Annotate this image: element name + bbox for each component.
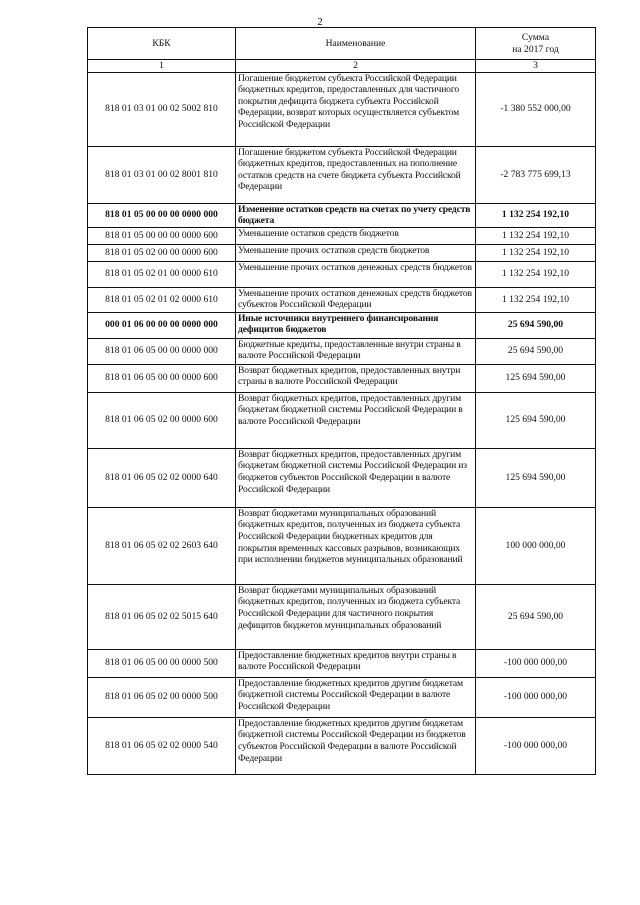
kbk-cell: 818 01 03 01 00 02 8001 810 bbox=[88, 146, 236, 203]
kbk-cell: 818 01 05 02 00 00 0000 600 bbox=[88, 244, 236, 261]
table-row bbox=[88, 649, 596, 677]
kbk-cell: 818 01 05 00 00 00 0000 600 bbox=[88, 227, 236, 244]
table-row bbox=[88, 584, 596, 649]
kbk-cell: 818 01 06 05 00 00 0000 500 bbox=[88, 649, 236, 677]
table-row bbox=[88, 448, 596, 507]
kbk-cell: 818 01 05 00 00 00 0000 000 bbox=[88, 203, 236, 227]
sum-cell: 100 000 000,00 bbox=[476, 507, 596, 584]
header-sum bbox=[476, 28, 596, 60]
table-row bbox=[88, 244, 596, 261]
sum-cell: 125 694 590,00 bbox=[476, 448, 596, 507]
sum-cell: -2 783 775 699,13 bbox=[476, 146, 596, 203]
kbk-cell: 818 01 06 05 02 02 0000 540 bbox=[88, 717, 236, 774]
sum-cell: -100 000 000,00 bbox=[476, 649, 596, 677]
sum-cell: 125 694 590,00 bbox=[476, 364, 596, 392]
column-index-1: 1 bbox=[88, 60, 236, 73]
name-cell: Погашение бюджетом субъекта Российской Федерации бюджетных кредитов, предоставленных для частичного покрытия дефицита бюджета субъекта Российской Федерации, возврат которых осуществляется субъектом Российской Федерации bbox=[236, 72, 476, 146]
name-cell: Возврат бюджетами муниципальных образований бюджетных кредитов, полученных из бюджета субъекта Российской Федерации для частичного покрытия дефицитов бюджетов муниципальных образований bbox=[236, 584, 476, 649]
kbk-cell: 818 01 06 05 00 00 0000 600 bbox=[88, 364, 236, 392]
table-row bbox=[88, 364, 596, 392]
name-cell: Изменение остатков средств на счетах по учету средств бюджета bbox=[236, 203, 476, 227]
table-row bbox=[88, 507, 596, 584]
table-row bbox=[88, 261, 596, 287]
column-index-2: 2 bbox=[236, 60, 476, 73]
name-cell: Бюджетные кредиты, предоставленные внутри страны в валюте Российской Федерации bbox=[236, 338, 476, 364]
table-row bbox=[88, 338, 596, 364]
table-body bbox=[88, 72, 596, 774]
table-row bbox=[88, 146, 596, 203]
name-cell: Погашение бюджетом субъекта Российской Федерации бюджетных кредитов, предоставленных на пополнение остатков средств на счете бюджета субъекта Российской Федерации bbox=[236, 146, 476, 203]
table-row bbox=[88, 72, 596, 146]
name-cell: Возврат бюджетных кредитов, предоставленных внутри страны в валюте Российской Федерации bbox=[236, 364, 476, 392]
table-header bbox=[88, 28, 596, 73]
column-index-3: 3 bbox=[476, 60, 596, 73]
header-sum-line2: на 2017 год bbox=[512, 43, 559, 55]
name-cell: Возврат бюджетных кредитов, предоставленных другим бюджетам бюджетной системы Российской Федерации из бюджетов субъектов Российской Федерации в валюте Российской Федерации bbox=[236, 448, 476, 507]
sum-cell: 1 132 254 192,10 bbox=[476, 227, 596, 244]
kbk-cell: 818 01 06 05 02 02 2603 640 bbox=[88, 507, 236, 584]
table-row bbox=[88, 392, 596, 448]
kbk-cell: 818 01 03 01 00 02 5002 810 bbox=[88, 72, 236, 146]
sum-cell: 25 694 590,00 bbox=[476, 312, 596, 338]
kbk-cell: 818 01 05 02 01 02 0000 610 bbox=[88, 287, 236, 312]
name-cell: Предоставление бюджетных кредитов другим бюджетам бюджетной системы Российской Федерации в валюте Российской Федерации bbox=[236, 677, 476, 717]
table-row bbox=[88, 203, 596, 227]
name-cell: Уменьшение прочих остатков денежных средств бюджетов субъектов Российской Федерации bbox=[236, 287, 476, 312]
name-cell: Возврат бюджетных кредитов, предоставленных другим бюджетам бюджетной системы Российской Федерации в валюте Российской Федерации bbox=[236, 392, 476, 448]
name-cell: Уменьшение прочих остатков денежных средств бюджетов bbox=[236, 261, 476, 287]
sum-cell: -1 380 552 000,00 bbox=[476, 72, 596, 146]
sum-cell: -100 000 000,00 bbox=[476, 677, 596, 717]
table-row bbox=[88, 287, 596, 312]
sum-cell: 125 694 590,00 bbox=[476, 392, 596, 448]
kbk-cell: 818 01 06 05 02 00 0000 500 bbox=[88, 677, 236, 717]
sum-cell: -100 000 000,00 bbox=[476, 717, 596, 774]
header-row bbox=[88, 28, 596, 60]
name-cell: Предоставление бюджетных кредитов другим бюджетам бюджетной системы Российской Федерации из бюджетов субъектов Российской Федерации в валюте Российской Федерации bbox=[236, 717, 476, 774]
sum-cell: 1 132 254 192,10 bbox=[476, 287, 596, 312]
sum-cell: 25 694 590,00 bbox=[476, 584, 596, 649]
header-name: Наименование bbox=[236, 28, 476, 60]
sum-cell: 1 132 254 192,10 bbox=[476, 261, 596, 287]
table-row bbox=[88, 717, 596, 774]
name-cell: Предоставление бюджетных кредитов внутри страны в валюте Российской Федерации bbox=[236, 649, 476, 677]
table-row bbox=[88, 227, 596, 244]
sum-cell: 25 694 590,00 bbox=[476, 338, 596, 364]
name-cell: Возврат бюджетами муниципальных образований бюджетных кредитов, полученных из бюджета субъекта Российской Федерации бюджетных кредитов для покрытия временных кассовых разрывов, возникающих при исполнении бюджетов муниципальных образований bbox=[236, 507, 476, 584]
kbk-cell: 818 01 06 05 00 00 0000 000 bbox=[88, 338, 236, 364]
name-cell: Уменьшение остатков средств бюджетов bbox=[236, 227, 476, 244]
sum-cell: 1 132 254 192,10 bbox=[476, 203, 596, 227]
header-kbk: КБК bbox=[88, 28, 236, 60]
table-row bbox=[88, 312, 596, 338]
kbk-cell: 818 01 05 02 01 00 0000 610 bbox=[88, 261, 236, 287]
kbk-cell: 818 01 06 05 02 00 0000 600 bbox=[88, 392, 236, 448]
page-number: 2 bbox=[317, 16, 323, 28]
table-row bbox=[88, 677, 596, 717]
column-index-row bbox=[88, 60, 596, 73]
name-cell: Иные источники внутреннего финансирования дефицитов бюджетов bbox=[236, 312, 476, 338]
name-cell: Уменьшение прочих остатков средств бюджетов bbox=[236, 244, 476, 261]
budget-sources-table bbox=[87, 27, 596, 775]
kbk-cell: 818 01 06 05 02 02 5015 640 bbox=[88, 584, 236, 649]
header-sum-line1: Сумма bbox=[521, 31, 550, 43]
sum-cell: 1 132 254 192,10 bbox=[476, 244, 596, 261]
kbk-cell: 818 01 06 05 02 02 0000 640 bbox=[88, 448, 236, 507]
kbk-cell: 000 01 06 00 00 00 0000 000 bbox=[88, 312, 236, 338]
